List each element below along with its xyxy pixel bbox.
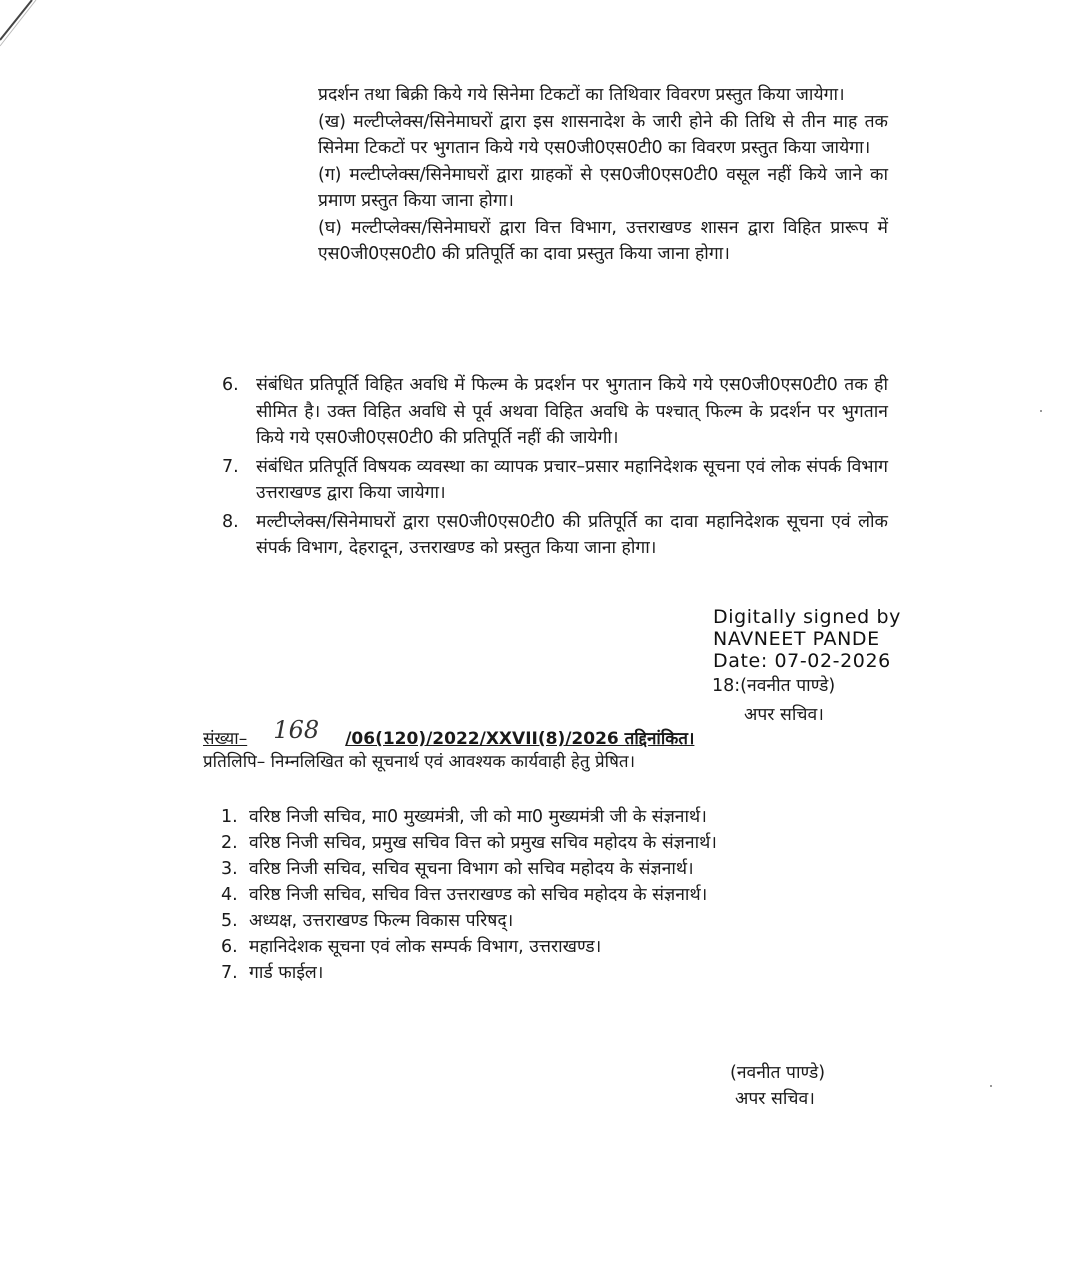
sub-paragraph: (घ) मल्टीप्लेक्स/सिनेमाघरों द्वारा वित्त विभाग, उत्तराखण्ड शासन द्वारा विहित प्रारूप में एस0जी0एस0टी0 की प्रतिपूर्ति का दावा प्रस्तुत किया जाना होगा।	[318, 217, 888, 264]
digital-signature-signer: NAVNEET PANDE	[713, 628, 880, 650]
sub-paragraph: प्रदर्शन तथा बिक्री किये गये सिनेमा टिकटों का तिथिवार विवरण प्रस्तुत किया जायेगा।	[318, 85, 845, 105]
clause-text: संबंधित प्रतिपूर्ति विहित अवधि में फिल्म के प्रदर्शन पर भुगतान किये गये एस0जी0एस0टी0 तक ही सीमित है। उक्त विहित अवधि से पूर्व अथवा विहित अवधि के पश्चात् फिल्म के प्रदर्शन पर भुगतान किये गये एस0जी0एस0टी0 की प्रतिपूर्ति नहीं की जायेगी।	[256, 375, 888, 448]
list-number: 6.	[221, 937, 238, 957]
list-item	[221, 882, 717, 908]
sub-paragraph: (ग) मल्टीप्लेक्स/सिनेमाघरों द्वारा ग्राहकों से एस0जी0एस0टी0 वसूल नहीं किये जाने का प्रमाण प्रस्तुत किया जाना होगा।	[318, 164, 888, 211]
clause-number: 7.	[222, 456, 239, 477]
page-edge-shadow	[0, 0, 80, 90]
sub-paragraph: (ख) मल्टीप्लेक्स/सिनेमाघरों द्वारा इस शासनादेश के जारी होने की तिथि से तीन माह तक सिनेमा टिकटों पर भुगतान किये गये एस0जी0एस0टी0 का विवरण प्रस्तुत किया जायेगा।	[318, 111, 888, 158]
clause-number: 8.	[222, 511, 239, 532]
scan-speck	[1040, 410, 1042, 412]
reference-label: संख्या–	[203, 729, 248, 749]
digital-signature-date: Date: 07-02-2026	[713, 650, 891, 672]
list-item	[221, 934, 717, 960]
clause-item	[222, 372, 888, 452]
clause-text: मल्टीप्लेक्स/सिनेमाघरों द्वारा एस0जी0एस0टी0 की प्रतिपूर्ति का दावा महानिदेशक सूचना एवं लोक संपर्क विभाग, देहरादून, उत्तराखण्ड को प्रस्तुत किया जाना होगा।	[256, 511, 888, 558]
list-text: वरिष्ठ निजी सचिव, सचिव सूचना विभाग को सचिव महोदय के संज्ञनार्थ।	[249, 859, 694, 879]
list-number: 3.	[221, 859, 238, 879]
list-text: महानिदेशक सूचना एवं लोक सम्पर्क विभाग, उत्तराखण्ड।	[249, 937, 602, 957]
list-item	[221, 908, 717, 934]
copy-to-list	[221, 804, 717, 986]
list-number: 5.	[221, 911, 238, 931]
list-number: 1.	[221, 807, 238, 827]
list-item	[221, 830, 717, 856]
list-item	[221, 804, 717, 830]
clause-item	[222, 509, 888, 562]
clause-text: संबंधित प्रतिपूर्ति विषयक व्यवस्था का व्यापक प्रचार–प्रसार महानिदेशक सूचना एवं लोक संपर्क विभाग उत्तराखण्ड द्वारा किया जायेगा।	[256, 456, 888, 503]
signatory-designation: अपर सचिव।	[735, 1089, 815, 1109]
reference-line	[203, 716, 803, 751]
list-text: अध्यक्ष, उत्तराखण्ड फिल्म विकास परिषद्।	[249, 911, 514, 931]
list-text: वरिष्ठ निजी सचिव, प्रमुख सचिव वित्त को प्रमुख सचिव महोदय के संज्ञनार्थ।	[249, 833, 717, 853]
list-text: वरिष्ठ निजी सचिव, सचिव वित्त उत्तराखण्ड को सचिव महोदय के संज्ञनार्थ।	[249, 885, 708, 905]
list-number: 4.	[221, 885, 238, 905]
list-item	[221, 960, 717, 986]
copy-to-intro: प्रतिलिपि– निम्नलिखित को सूचनार्थ एवं आवश्यक कार्यवाही हेतु प्रेषित।	[203, 752, 636, 772]
signatory-designation: अपर सचिव।	[744, 705, 824, 725]
clause-item	[222, 454, 888, 507]
signature-name-overlay: 18:(नवनीत पाण्डे)	[712, 676, 836, 696]
digital-signature-line: Digitally signed by	[713, 606, 901, 628]
signatory-block	[730, 1060, 825, 1112]
list-number: 2.	[221, 833, 238, 853]
handwritten-number: 168	[273, 716, 320, 744]
sub-paragraph-section	[318, 82, 888, 268]
list-number: 7.	[221, 963, 238, 983]
list-item	[221, 856, 717, 882]
digital-signature	[713, 606, 933, 672]
list-text: गार्ड फाईल।	[249, 963, 324, 983]
reference-code: /06(120)/2022/XXVII(8)/2026 तद्दिनांकित।	[345, 729, 695, 749]
numbered-clauses	[222, 372, 888, 564]
clause-number: 6.	[222, 375, 239, 395]
scan-speck	[990, 1085, 992, 1087]
signatory-name: (नवनीत पाण्डे)	[730, 1063, 826, 1083]
list-text: वरिष्ठ निजी सचिव, मा0 मुख्यमंत्री, जी को मा0 मुख्यमंत्री जी के संज्ञनार्थ।	[249, 807, 707, 827]
